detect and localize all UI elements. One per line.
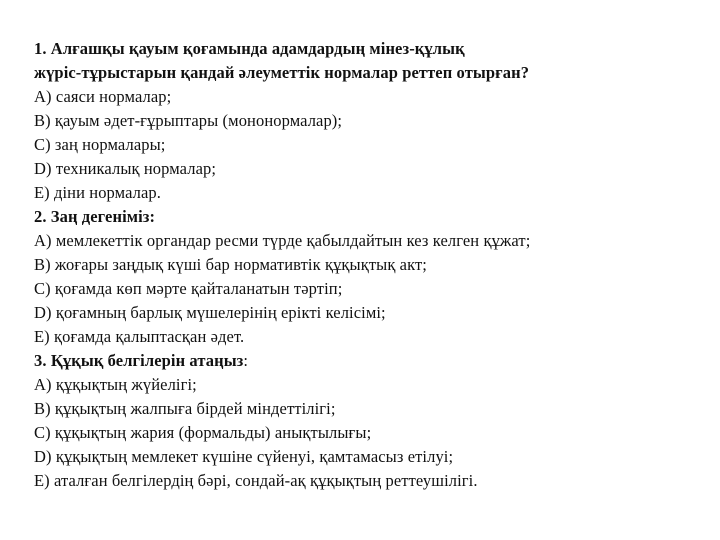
question-1-option-c: С) заң нормалары; [34, 135, 166, 154]
question-2-option-b: В) жоғары заңдық күші бар нормативтік құқықтық акт; [34, 255, 427, 274]
question-1-option-d: D) техникалық нормалар; [34, 159, 217, 178]
question-3-option-c: С) құқықтың жария (формальды) анықтылығы; [34, 423, 372, 442]
question-2-title: 2. Заң дегеніміз: [34, 207, 156, 226]
question-3-title-text: Құқық белгілерін атаңыз [50, 351, 244, 370]
question-3-option-e: Е) аталған белгілердің бәрі, сондай-ақ құқықтың реттеушілігі. [34, 471, 478, 490]
question-2-option-d: D) қоғамның барлық мүшелерінің ерікті келісімі; [34, 303, 386, 322]
question-1-title-line-2: жүріс-тұрыстарын қандай әлеуметтік нормалар реттеп отырған? [34, 63, 530, 82]
question-3-option-b: В) құқықтың жалпыға бірдей міндеттілігі; [34, 399, 336, 418]
question-3-option-a: А) құқықтың жүйелігі; [34, 375, 197, 394]
question-1-option-e: Е) діни нормалар. [34, 183, 161, 202]
question-1-option-b: В) қауым әдет-ғұрыптары (мононормалар); [34, 111, 343, 130]
question-2-option-e: Е) қоғамда қалыптасқан әдет. [34, 327, 245, 346]
question-2 [34, 205, 694, 349]
question-2-option-a: А) мемлекеттік органдар ресми түрде қабылдайтын кез келген құжат; [34, 231, 531, 250]
question-3-number: 3. [34, 351, 47, 370]
question-3 [34, 349, 694, 493]
question-3-title-suffix: : [243, 351, 249, 370]
question-2-option-c: С) қоғамда көп мәрте қайталанатын тәртіп; [34, 279, 343, 298]
question-1-title-line-1: 1. Алғашқы қауым қоғамында адамдардың мінез-құлық [34, 39, 465, 58]
question-1-option-a: А) саяси нормалар; [34, 87, 172, 106]
question-3-title [34, 349, 694, 373]
test-document [34, 37, 694, 493]
question-3-option-d: D) құқықтың мемлекет күшіне сүйенуі, қамтамасыз етілуі; [34, 447, 454, 466]
question-1 [34, 37, 694, 205]
